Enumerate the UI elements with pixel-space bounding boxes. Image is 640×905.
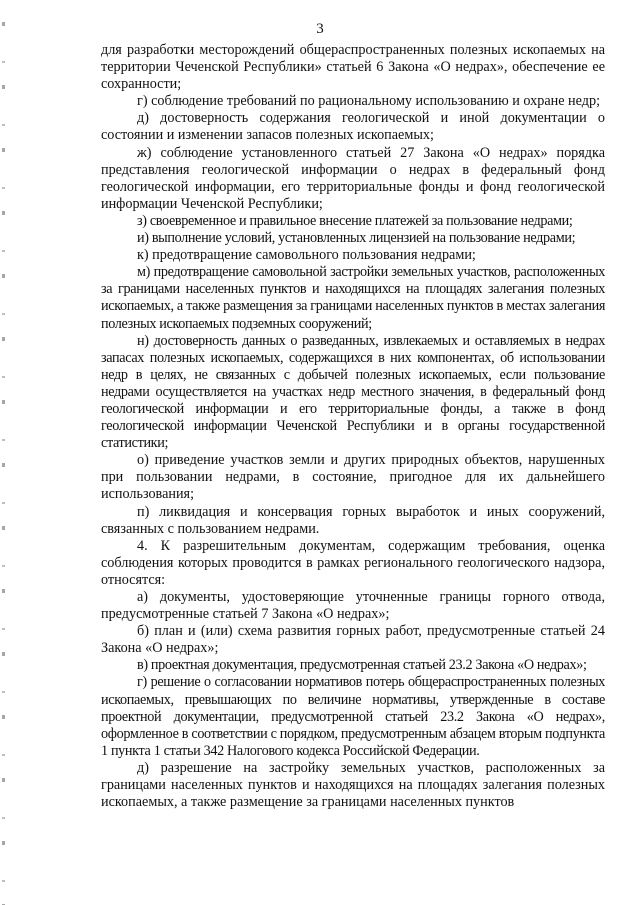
paragraph-continuation: для разработки месторождений общераспространенных полезных ископаемых на территории Чеченской Республики» статьей 6 Закона «О недрах», обеспечение ее сохранности; bbox=[101, 42, 605, 93]
paragraph-item-d: д) достоверность содержания геологической и иной документации о состоянии и изменении запасов полезных ископаемых; bbox=[101, 110, 605, 144]
paragraph-item-z: з) своевременное и правильное внесение платежей за пользование недрами; bbox=[137, 212, 573, 229]
paragraph-item-a: а) документы, удостоверяющие уточненные границы горного отвода, предусмотренные статьей 7 Закона «О недрах»; bbox=[101, 589, 605, 623]
paragraph-item-g2: г) решение о согласовании нормативов потерь общераспространенных полезных ископаемых, превышающих по величине нормативы, утвержденные в составе проектной документации, предусмотренной статьей 23.2 Закона «О недрах», оформленное в соответствии с порядком, предусмотренным абзацем вторым подпункта 1 пункта 1 статьи 342 Налогового кодекса Российской Федерации. bbox=[101, 674, 605, 759]
paragraph-item-m: м) предотвращение самовольной застройки земельных участков, расположенных за границами населенных пунктов и находящихся на площадях залегания полезных ископаемых, а также размещения за границами населенных пунктов в местах залегания полезных ископаемых подземных сооружений; bbox=[101, 264, 605, 332]
scan-edge-marks bbox=[2, 0, 5, 905]
paragraph-item-v: в) проектная документация, предусмотренная статьей 23.2 Закона «О недрах»; bbox=[137, 657, 587, 674]
document-body bbox=[101, 42, 605, 811]
paragraph-item-i: и) выполнение условий, установленных лицензией на пользование недрами; bbox=[137, 230, 576, 247]
paragraph-item-d2: д) разрешение на застройку земельных участков, расположенных за границами населенных пунктов и находящихся на площадях залегания полезных ископаемых, а также размещение за границами населенных пунктов bbox=[101, 759, 605, 811]
paragraph-item-n: н) достоверность данных о разведанных, извлекаемых и оставляемых в недрах запасах полезных ископаемых, содержащихся в них компонентах, об использовании недр в целях, не связанных с добычей полезных ископаемых, если пользование недрами осуществляется на участках недр местного значения, в федеральный фонд геологической информации и его территориальные фонды, а также в фонд геологической информации Чеченской Республики и в органы государственной статистики; bbox=[101, 332, 605, 452]
paragraph-item-zh: ж) соблюдение установленного статьей 27 Закона «О недрах» порядка представления геологической информации о недрах в федеральный фонд геологической информации, его территориальные фонды и фонд геологической информации Чеченской Республики; bbox=[101, 144, 605, 212]
paragraph-item-k: к) предотвращение самовольного пользования недрами; bbox=[137, 247, 476, 264]
page-number: 3 bbox=[316, 21, 324, 37]
paragraph-item-p: п) ликвидация и консервация горных выработок и иных сооружений, связанных с пользованием недрами. bbox=[101, 503, 605, 537]
paragraph-item-o: о) приведение участков земли и других природных объектов, нарушенных при пользовании недрами, в состояние, пригодное для их дальнейшего использования; bbox=[101, 452, 605, 503]
paragraph-section-4: 4. К разрешительным документам, содержащим требования, оценка соблюдения которых проводится в рамках регионального геологического надзора, относятся: bbox=[101, 537, 605, 588]
paragraph-item-b: б) план и (или) схема развития горных работ, предусмотренные статьей 24 Закона «О недрах»; bbox=[101, 623, 605, 657]
paragraph-item-g: г) соблюдение требований по рациональному использованию и охране недр; bbox=[137, 93, 601, 110]
